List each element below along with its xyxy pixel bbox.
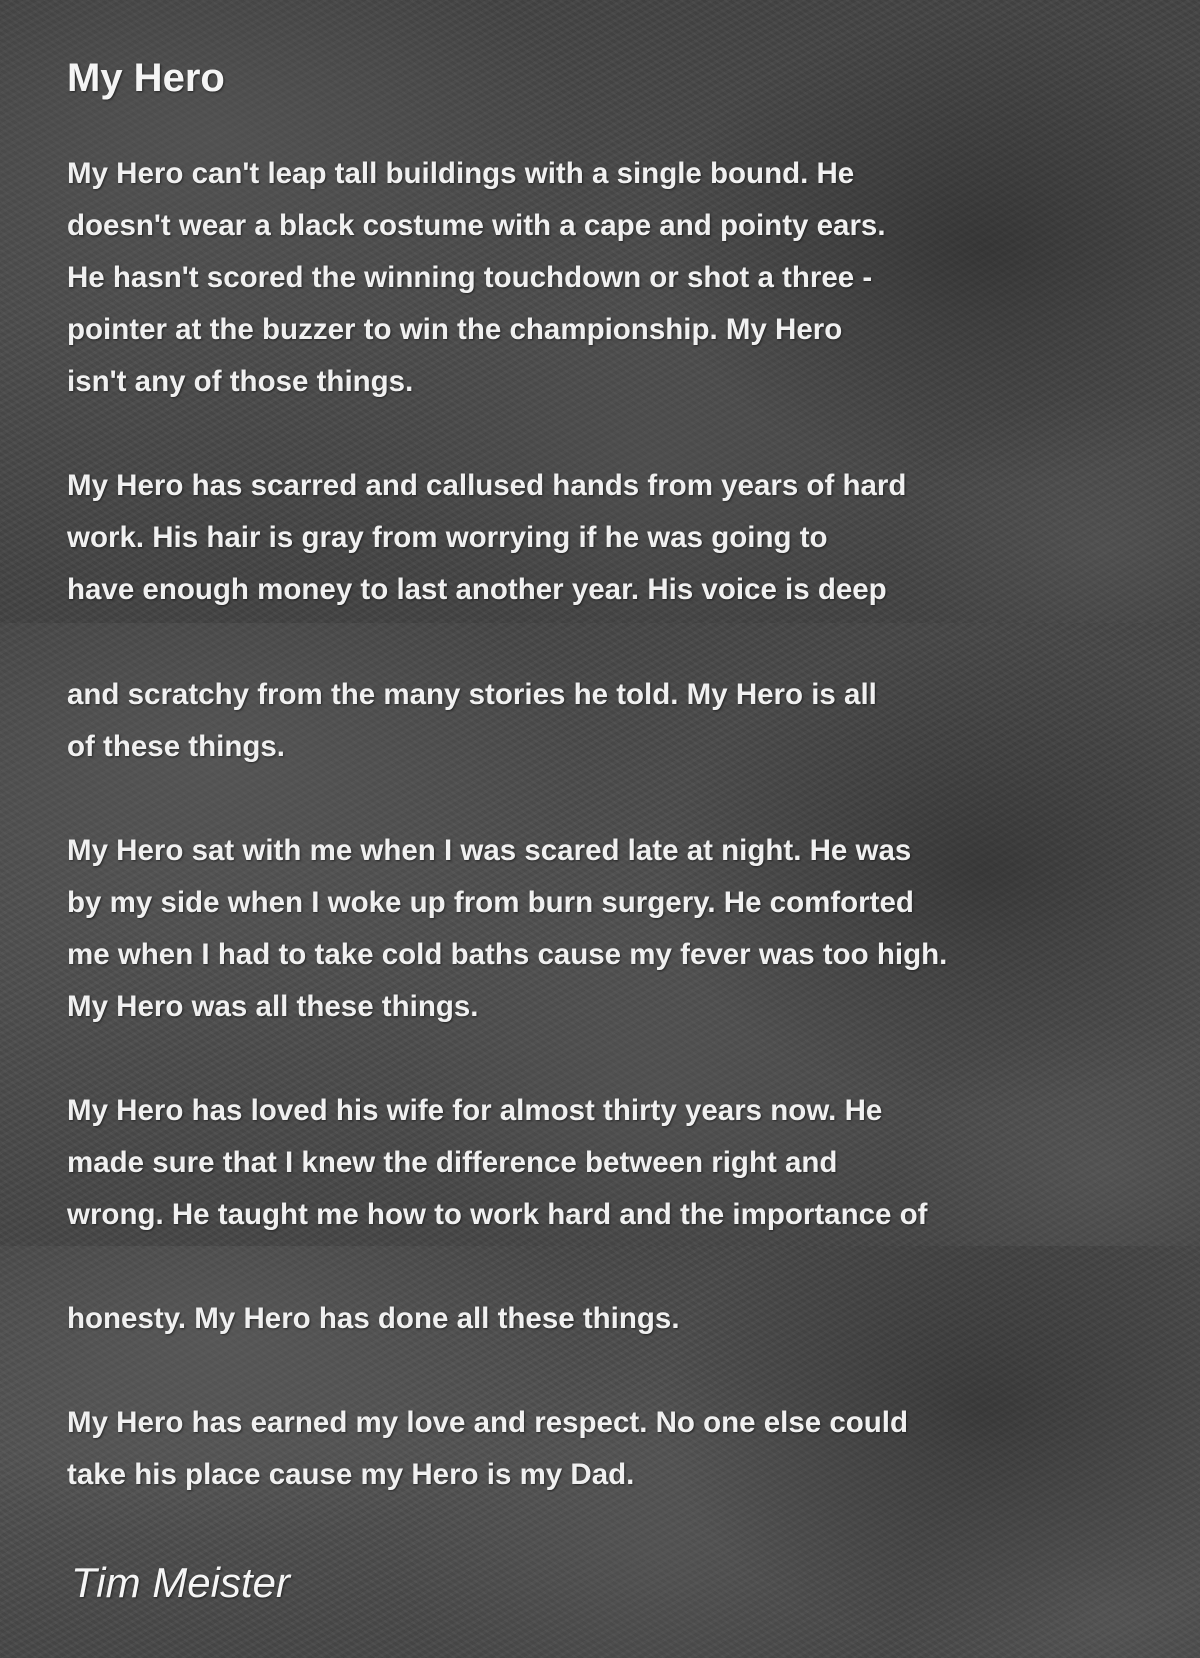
poem-line: My Hero sat with me when I was scared late at night. He was bbox=[67, 834, 912, 867]
poem-line: take his place cause my Hero is my Dad. bbox=[67, 1458, 635, 1491]
poem-line: He hasn't scored the winning touchdown or shot a three - bbox=[67, 261, 873, 294]
poem-line: isn't any of those things. bbox=[67, 365, 414, 398]
poem-title: My Hero bbox=[67, 56, 225, 100]
poem-line: and scratchy from the many stories he told. My Hero is all bbox=[67, 678, 877, 711]
poem-line: honesty. My Hero has done all these things. bbox=[67, 1302, 680, 1335]
poem-line: doesn't wear a black costume with a cape and pointy ears. bbox=[67, 209, 886, 242]
poem-line: of these things. bbox=[67, 730, 285, 763]
poem-line: have enough money to last another year. His voice is deep bbox=[67, 573, 887, 606]
poem-line: My Hero was all these things. bbox=[67, 990, 479, 1023]
poem-line: work. His hair is gray from worrying if he was going to bbox=[67, 521, 828, 554]
poem-line: made sure that I knew the difference between right and bbox=[67, 1146, 838, 1179]
poem-line: My Hero has scarred and callused hands from years of hard bbox=[67, 469, 907, 502]
poem-line: My Hero can't leap tall buildings with a single bound. He bbox=[67, 157, 855, 190]
poem-author: Tim Meister bbox=[71, 1559, 290, 1606]
poem-line: by my side when I woke up from burn surgery. He comforted bbox=[67, 886, 914, 919]
poem-line: me when I had to take cold baths cause my fever was too high. bbox=[67, 938, 948, 971]
poem-line: My Hero has earned my love and respect. No one else could bbox=[67, 1406, 909, 1439]
poem-line: pointer at the buzzer to win the championship. My Hero bbox=[67, 313, 843, 346]
poem-line: My Hero has loved his wife for almost thirty years now. He bbox=[67, 1094, 883, 1127]
poem-line: wrong. He taught me how to work hard and the importance of bbox=[67, 1198, 928, 1231]
